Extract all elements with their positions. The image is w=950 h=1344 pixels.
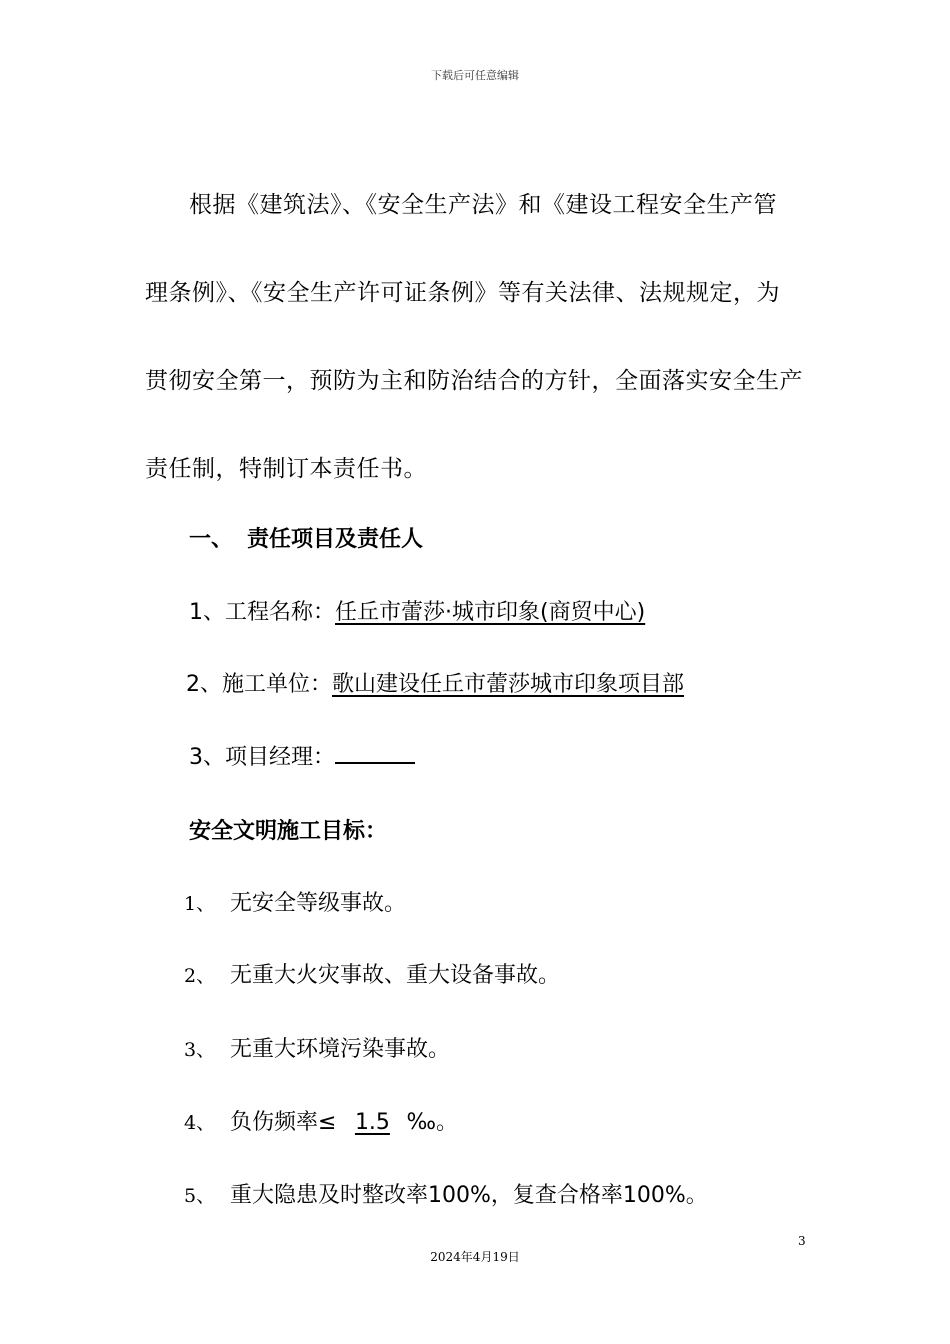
field-project-name [189, 595, 645, 626]
goal-text: 重大隐患及时整改率100%，复查合格率100%。 [230, 1183, 708, 1208]
injury-rate-value: 1.5 [354, 1110, 390, 1135]
goal-text: 无重大火灾事故、重大设备事故。 [230, 963, 561, 988]
goal-suffix: ‰。 [406, 1110, 458, 1135]
intro-line-2: 理条例》、《安全生产许可证条例》等有关法律、法规规定，为 [145, 280, 780, 306]
page-header: 下载后可任意编辑 [431, 69, 519, 82]
section-title: 责任项目及责任人 [247, 527, 424, 552]
field-label: 1、工程名称： [189, 600, 335, 625]
goal-text: 无安全等级事故。 [230, 891, 407, 916]
goal-number: 5、 [184, 1185, 216, 1207]
field-label: 2、施工单位： [186, 672, 332, 697]
section-number: 一、 [189, 527, 234, 552]
goal-number: 2、 [184, 965, 216, 987]
goal-number: 4、 [184, 1112, 216, 1134]
field-value: 任丘市蕾莎·城市印象(商贸中心) [335, 600, 646, 625]
goal-item [184, 1032, 450, 1063]
goal-item [184, 1105, 458, 1136]
intro-line-3: 贯彻安全第一，预防为主和防治结合的方针，全面落实安全生产 [145, 368, 803, 394]
field-value: 歌山建设任丘市蕾莎城市印象项目部 [332, 672, 685, 697]
goal-text: 无重大环境污染事故。 [230, 1037, 451, 1062]
field-label: 3、项目经理： [189, 745, 335, 770]
goal-prefix: 负伤频率≤ [230, 1110, 337, 1135]
goals-title: 安全文明施工目标： [189, 819, 388, 844]
goal-number: 3、 [184, 1039, 216, 1061]
page-number: 3 [798, 1234, 806, 1248]
field-construction-unit [186, 667, 684, 698]
intro-line-4: 责任制，特制订本责任书。 [145, 456, 427, 482]
footer-date: 2024年4月19日 [430, 1250, 520, 1264]
section-heading [189, 522, 423, 553]
goal-item [184, 886, 406, 917]
goal-number: 1、 [184, 893, 216, 915]
intro-line-1: 根据《建筑法》、《安全生产法》和《建设工程安全生产管 [189, 192, 777, 218]
goal-item [184, 1178, 708, 1209]
goal-item [184, 958, 560, 989]
field-project-manager [189, 740, 415, 771]
blank-line [335, 744, 415, 764]
